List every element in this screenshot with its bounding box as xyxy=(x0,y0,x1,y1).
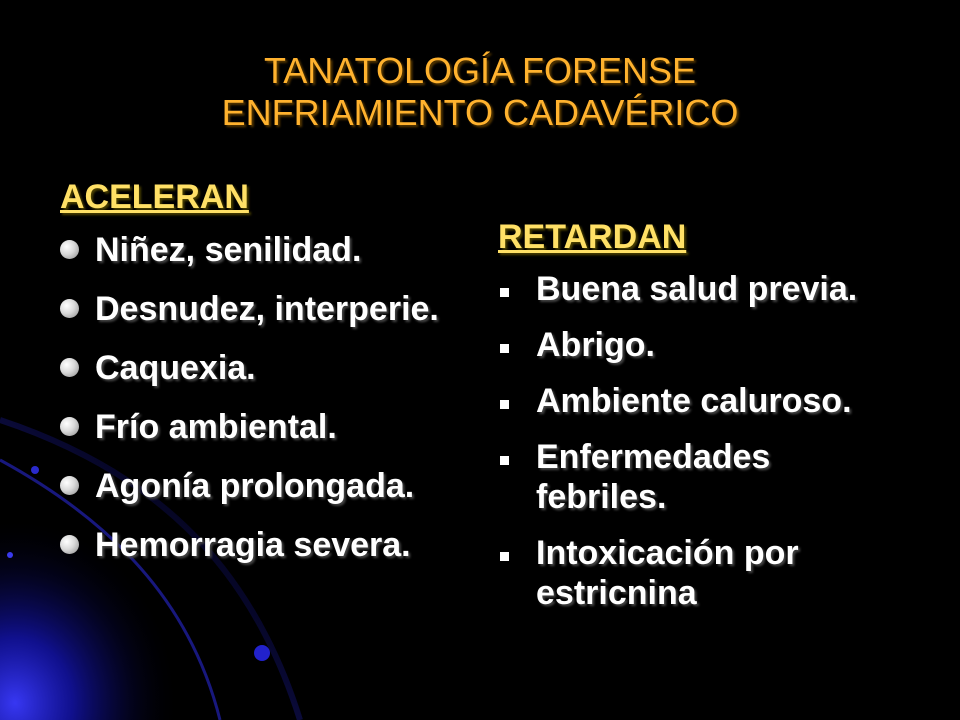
list-item: Agonía prolongada. xyxy=(60,466,490,518)
square-bullet-icon xyxy=(500,552,509,561)
round-bullet-icon xyxy=(60,299,79,318)
round-bullet-icon xyxy=(60,240,79,259)
right-column xyxy=(498,215,898,629)
list-item: Enfermedades febriles. xyxy=(498,437,898,517)
list-item: Caquexia. xyxy=(60,348,490,400)
decor-dot xyxy=(254,645,270,661)
round-bullet-icon xyxy=(60,535,79,554)
round-bullet-icon xyxy=(60,358,79,377)
round-bullet-icon xyxy=(60,417,79,436)
decor-dot xyxy=(7,552,13,558)
list-item: Hemorragia severa. xyxy=(60,525,490,577)
right-heading: RETARDAN xyxy=(498,218,687,256)
left-heading: ACELERAN xyxy=(60,178,249,216)
square-bullet-icon xyxy=(500,456,509,465)
decor-dot xyxy=(31,466,39,474)
square-bullet-icon xyxy=(500,344,509,353)
title-line-2: ENFRIAMIENTO CADAVÉRICO xyxy=(221,92,739,133)
list-item: Ambiente caluroso. xyxy=(498,381,898,421)
square-bullet-icon xyxy=(500,288,509,297)
list-item: Desnudez, interperie. xyxy=(60,289,490,341)
left-list xyxy=(60,230,490,577)
right-list xyxy=(498,269,898,613)
list-item: Abrigo. xyxy=(498,325,898,365)
round-bullet-icon xyxy=(60,476,79,495)
list-item: Niñez, senilidad. xyxy=(60,230,490,282)
slide-title xyxy=(0,50,960,134)
list-item: Frío ambiental. xyxy=(60,407,490,459)
title-line-1: TANATOLOGÍA FORENSE xyxy=(263,50,697,91)
square-bullet-icon xyxy=(500,400,509,409)
list-item: Buena salud previa. xyxy=(498,269,898,309)
left-column xyxy=(60,175,490,577)
list-item: Intoxicación por estricnina xyxy=(498,533,898,613)
